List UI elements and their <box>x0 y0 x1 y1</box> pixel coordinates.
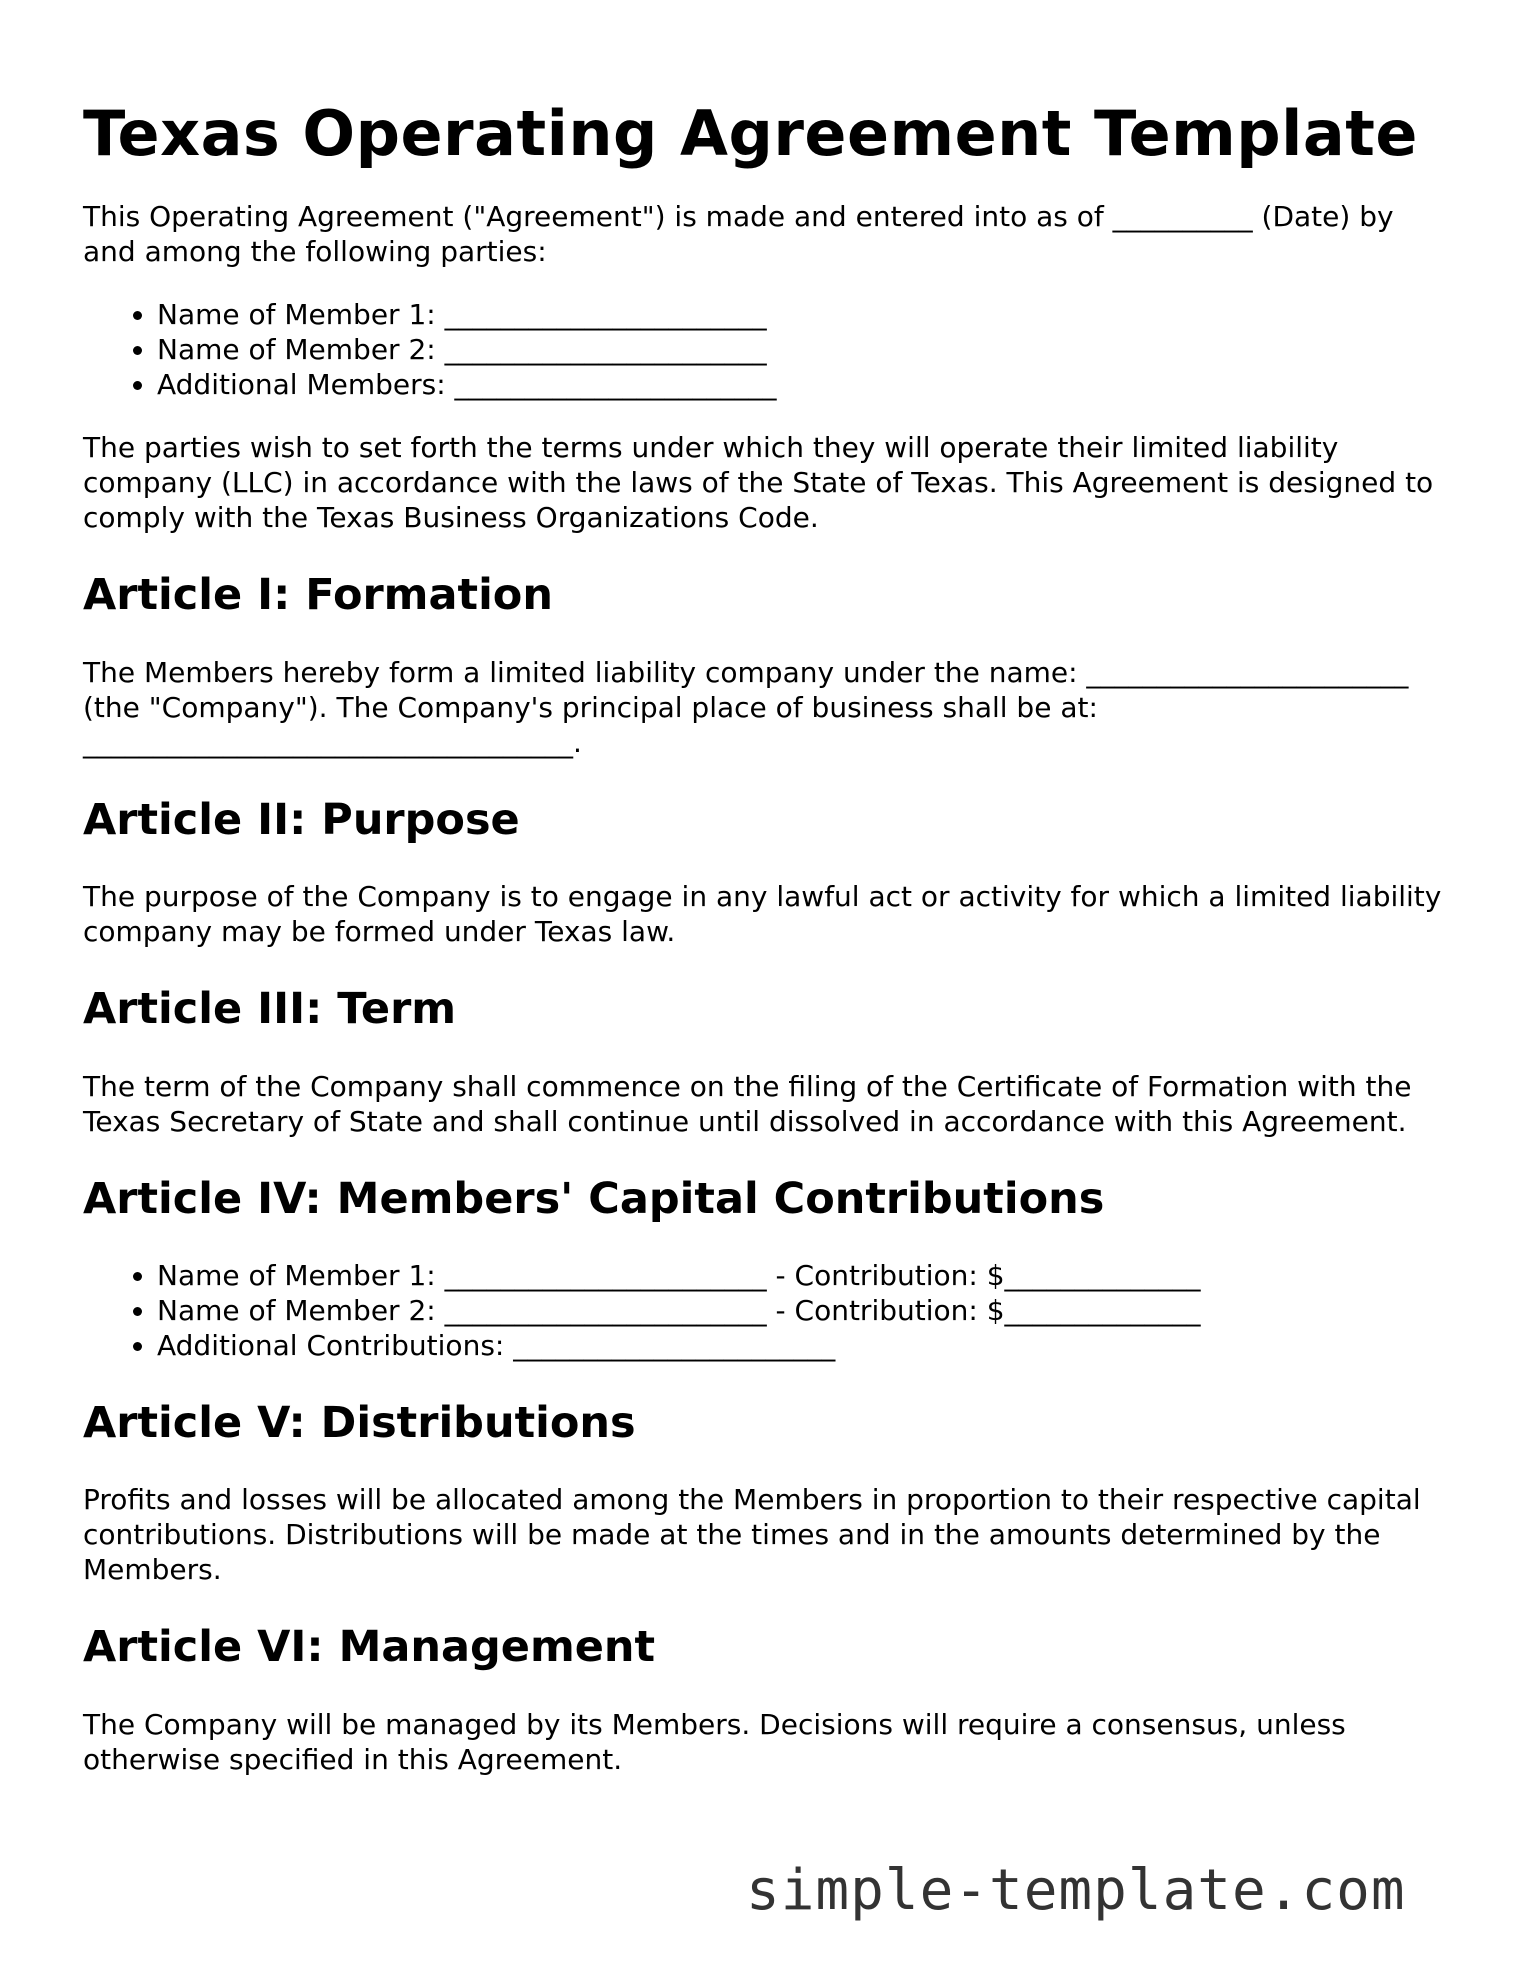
watermark: simple-template.com <box>746 1858 1406 1923</box>
document-page <box>83 98 1443 1805</box>
article-heading-term: Article III: Term <box>83 984 457 1035</box>
parties-list <box>83 297 1443 402</box>
list-item: • Name of Member 1: _______________________ <box>157 297 1443 332</box>
article-heading-management: Article VI: Management <box>83 1622 656 1673</box>
article-text-distributions: Profits and losses will be allocated among the Members in proportion to their respective capital contributions. Distributions will be made at the times and in the amounts determined by the Members. <box>83 1483 1421 1587</box>
article-text-purpose: The purpose of the Company is to engage in any lawful act or activity for which a limited liability company may be formed under Texas law. <box>83 880 1442 949</box>
article-heading-formation: Article I: Formation <box>83 570 553 621</box>
list-item: • Additional Members: _______________________ <box>157 367 1443 402</box>
list-item: • Name of Member 2: _______________________ <box>157 332 1443 367</box>
list-item: • Additional Contributions: _______________________ <box>157 1328 1443 1363</box>
intro-paragraph: This Operating Agreement ("Agreement") is made and entered into as of __________ (Date) by and among the following parties: <box>83 200 1394 269</box>
article-text-formation: The Members hereby form a limited liability company under the name: _______________________ (the "Company"). The Company's principal place of business shall be at: ___________________________________. <box>83 655 1409 759</box>
article-text-term: The term of the Company shall commence on the filing of the Certificate of Formation with the Texas Secretary of State and shall continue until dissolved in accordance with this Agreement. <box>83 1069 1412 1138</box>
article-text-management: The Company will be managed by its Members. Decisions will require a consensus, unless otherwise specified in this Agreement. <box>83 1707 1346 1776</box>
purpose-statement: The parties wish to set forth the terms under which they will operate their limited liability company (LLC) in accordance with the laws of the State of Texas. This Agreement is designed to comply with the Texas Business Organizations Code. <box>83 431 1434 535</box>
article-heading-contributions: Article IV: Members' Capital Contributions <box>83 1173 1105 1224</box>
article-heading-purpose: Article II: Purpose <box>83 794 520 845</box>
document-title: Texas Operating Agreement Template <box>83 97 1418 170</box>
article-heading-distributions: Article V: Distributions <box>83 1398 636 1449</box>
contributions-list <box>83 1258 1443 1363</box>
list-item: • Name of Member 2: _______________________ - Contribution: $______________ <box>157 1293 1443 1328</box>
list-item: • Name of Member 1: _______________________ - Contribution: $______________ <box>157 1258 1443 1293</box>
